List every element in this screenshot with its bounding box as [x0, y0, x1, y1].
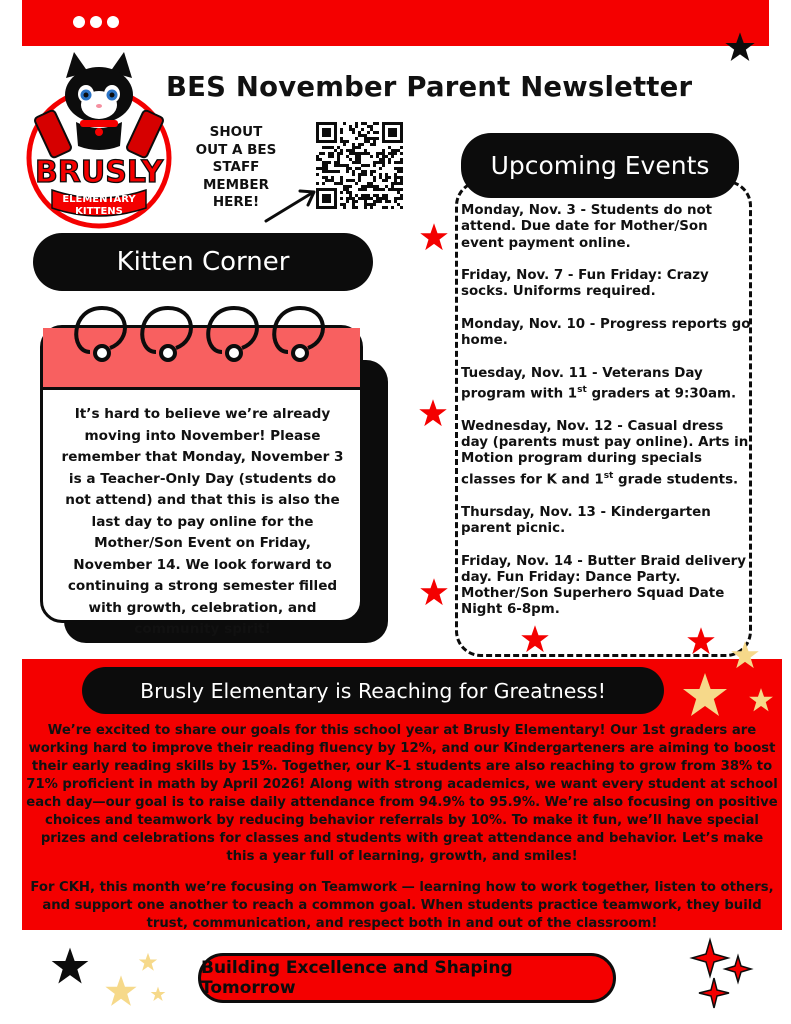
goals-paragraph: We’re excited to share our goals for this school year at Brusly Elementary! Our 1st graders are working hard to improve their reading fluency by 12%, and our Kindergarteners are aiming to boost their early reading skills by 15%. Together, our K–1 students are also reaching to grow from 38% to 71% proficient in math by April 2026! Along with strong academics, we want every student at school each day—our goal is to raise daily attendance from 94.9% to 95.9%. We’re also focusing on positive choices and teamwork by reducing behavior referrals by 10%. To make it fun, we’ll have special prizes and celebrations for classes and students with great attendance and behavior. Let’s make this a year full of learning, growth, and smiles! [26, 723, 778, 864]
red-star-icon [419, 577, 449, 607]
event-superscript: st [577, 384, 587, 395]
event-text: Friday, Nov. 14 - Butter Braid delivery day. Fun Friday: Dance Party. Mother/Son Superhero Squad Date Night 6-8pm. [461, 553, 746, 618]
event-item [461, 317, 751, 350]
event-text: Friday, Nov. 7 - Fun Friday: Crazy socks. Uniforms required. [461, 268, 709, 300]
event-item [461, 505, 751, 538]
kitten-corner-message: It’s hard to believe we’re already moving into November! Please remember that Monday, November 3 is a Teacher-Only Day (students do not attend) and that this is also the last day to pay online for the Mother/Son Event on Friday, November 14. We look forward to continuing a strong semester filled with growth, celebration, and community spirit! [61, 406, 344, 637]
dot-icon [90, 16, 102, 28]
red-star-icon [418, 398, 448, 428]
goals-text [22, 722, 782, 946]
gold-star-icon [150, 986, 166, 1002]
event-text: Monday, Nov. 10 - Progress reports go home. [461, 316, 751, 349]
upcoming-events-heading: Upcoming Events [461, 133, 739, 198]
event-text: Thursday, Nov. 13 - Kindergarten parent picnic. [461, 504, 711, 537]
gold-star-icon [104, 974, 138, 1008]
gold-star-icon [748, 687, 774, 713]
shoutout-line: MEMBER [203, 176, 269, 193]
shoutout-line: SHOUT [209, 124, 263, 140]
events-list [461, 203, 751, 635]
black-star-icon [50, 946, 90, 986]
event-item [461, 268, 751, 301]
event-text: Wednesday, Nov. 12 - Casual dress day (parents must pay online). Arts in Motion program during specials classes for K and 1 [461, 418, 749, 488]
black-star-icon [724, 31, 756, 63]
dot-icon [107, 16, 119, 28]
brusly-kittens-logo [24, 50, 174, 225]
logo-subtitle: ELEMENTARY [62, 194, 136, 205]
red-star-icon [419, 222, 449, 252]
logo-school-name: BRUSLY [34, 155, 164, 190]
event-text: graders at 9:30am. [586, 386, 737, 402]
kitten-corner-heading: Kitten Corner [33, 233, 373, 291]
gold-star-icon [138, 952, 158, 972]
event-item [461, 554, 751, 619]
dot-icon [73, 16, 85, 28]
sparkle-stars-icon [690, 938, 758, 1010]
greatness-heading: Brusly Elementary is Reaching for Greatness! [82, 667, 664, 714]
calendar-rings-icon [40, 290, 360, 370]
event-text: Monday, Nov. 3 - Students do not attend. Due date for Mother/Son event payment online. [461, 203, 713, 251]
event-superscript: st [603, 470, 614, 481]
top-banner [22, 0, 769, 46]
shoutout-line: HERE! [212, 194, 260, 210]
qr-code-icon[interactable] [316, 122, 403, 209]
arrow-icon [262, 185, 322, 225]
event-text: Tuesday, Nov. 11 - Veterans Day program with 1 [461, 365, 703, 402]
shoutout-line: OUT A BES [195, 141, 277, 158]
teamwork-paragraph: For CKH, this month we’re focusing on Teamwork — learning how to work together, listen to others, and support one another to reach a common goal. When students practice teamwork, they build trust, communication, and respect both in and out of the classroom! [30, 880, 774, 931]
footer-tagline: Building Excellence and Shaping Tomorrow [198, 953, 616, 1003]
gold-star-icon [681, 671, 729, 719]
event-item [461, 419, 751, 489]
logo-subtitle: KITTENS [75, 206, 123, 217]
event-text: grade students. [613, 472, 739, 488]
shoutout-line: STAFF [212, 159, 260, 175]
gold-star-icon [730, 640, 760, 670]
event-item [461, 203, 751, 252]
newsletter-title: BES November Parent Newsletter [166, 71, 693, 103]
event-item [461, 366, 751, 403]
